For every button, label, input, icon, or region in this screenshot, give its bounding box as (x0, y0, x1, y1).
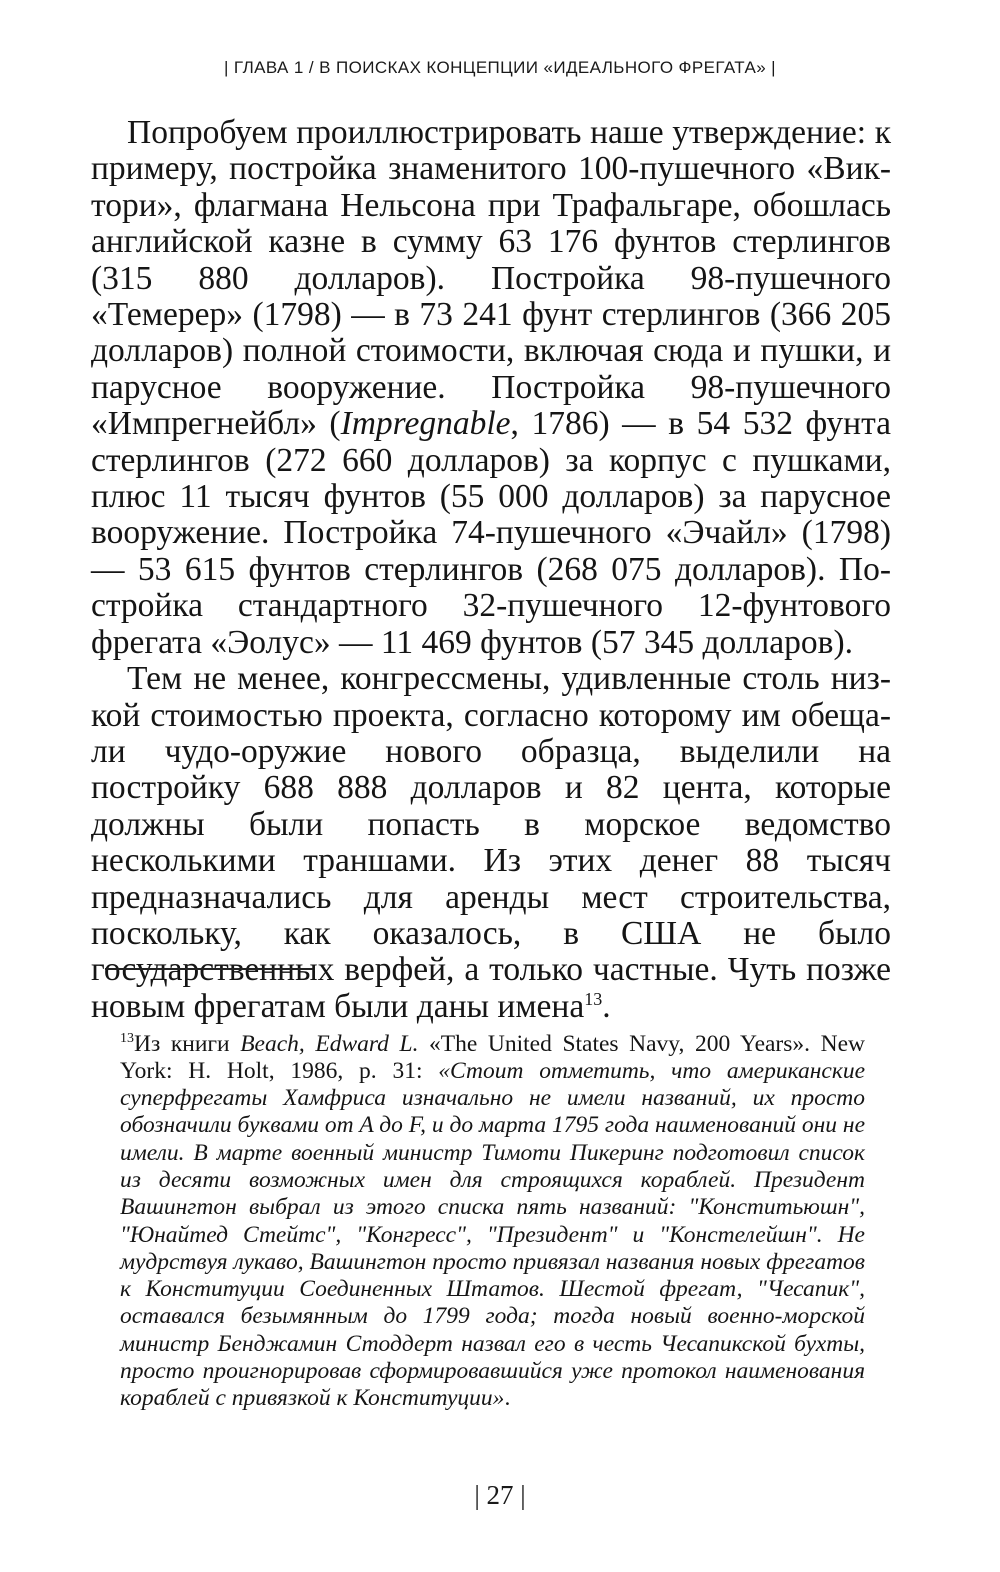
paragraph-1 (91, 115, 891, 661)
paragraph-2 (91, 661, 891, 1025)
paragraph-2-end: . (602, 987, 611, 1025)
footnote-marker: 13 (120, 1030, 134, 1046)
paragraph-1-part-1: Попробуем проиллюстрировать наше утверждение: к примеру, постройка знаменитого 100-пушечного «Виктори», флагмана Нельсона при Трафальгаре, обошлась английской казне в сумму 63 176 фунтов стерлингов (315 880 долларов). Постройка 98-пушечного «Темерер» (1798) — в 73 241 фунт стерлингов (366 205 долларов) полной стоимости, включая сюда и пушки, и парусное вооружение. Постройка 98-пушечного «Импрегнейбл» ( (91, 114, 891, 443)
page-number: | 27 | (474, 1480, 526, 1510)
footnote-quote: «Стоит отметить, что американские суперфрегаты Хамфриса изначально не имели названий, их просто обозначили буквами от A до F, и до марта 1795 года наименований они не имели. В марте военный министр Тимоти Пикеринг подготовил список из десяти возможных имен для строящихся кораблей. Президент Вашингтон выбрал из этого списка пять названий: "Конститьюшн", "Юнайтед Стейтс", "Конгресс", "Президент" и "Констелейшн". Не мудрствуя лукаво, Вашингтон просто привязал названия новых фрегатов к Конституции Соединенных Штатов. Шестой фрегат, "Чесапик", оставался безымянным до 1799 года; тогда новый военно-морской министр Бенджамин Стоддерт назвал его в честь Чесапикской бухты, просто проигнорировав сформировавшийся уже протокол наименования кораблей с привязкой к Конституции» (120, 1057, 865, 1412)
footnote-reference: 13 (584, 988, 603, 1009)
footnote-lead: Из книги (134, 1030, 241, 1057)
paragraph-1-italic-term: Impregnable (340, 405, 511, 443)
footnote-source: «The United States Navy, 200 Years». New York: H. Holt, 1986, p. 31: (120, 1030, 865, 1084)
paragraph-2-text: Тем не менее, конгрессмены, удивленные столь низкой стоимостью проекта, согласно которому им обещали чудо-оружие нового образца, выделили на постройку 688 888 долларов и 82 цента, которые должны были попасть в морское ведомство несколькими траншами. Из этих денег 88 тысяч предназначались для аренды мест строительства, поскольку, как оказалось, в США не было государственных верфей, а только частные. Чуть позже новым фрегатам были даны имена (91, 660, 891, 1025)
footnote-author: Beach, Edward L. (240, 1030, 419, 1057)
footnote-separator (105, 968, 313, 970)
running-header: | ГЛАВА 1 / В ПОИСКАХ КОНЦЕПЦИИ «ИДЕАЛЬНОГО ФРЕГАТА» | (223, 58, 776, 77)
paragraph-1-part-2: , 1786) — в 54 532 фунта стерлингов (272 660 долларов) за корпус с пушками, плюс 11 тысяч фунтов (55 000 долларов) за парусное вооружение. Постройка 74-пушечного «Эчайл» (1798) — 53 615 фунтов стерлингов (268 075 долларов). Постройка стандартного 32-пушечного 12-фунтового фрегата «Эолус» — 11 469 фунтов (57 345 долларов). (91, 405, 891, 661)
footnote-end: . (504, 1385, 511, 1412)
footnote-13 (120, 1031, 865, 1413)
main-text (91, 115, 891, 1025)
